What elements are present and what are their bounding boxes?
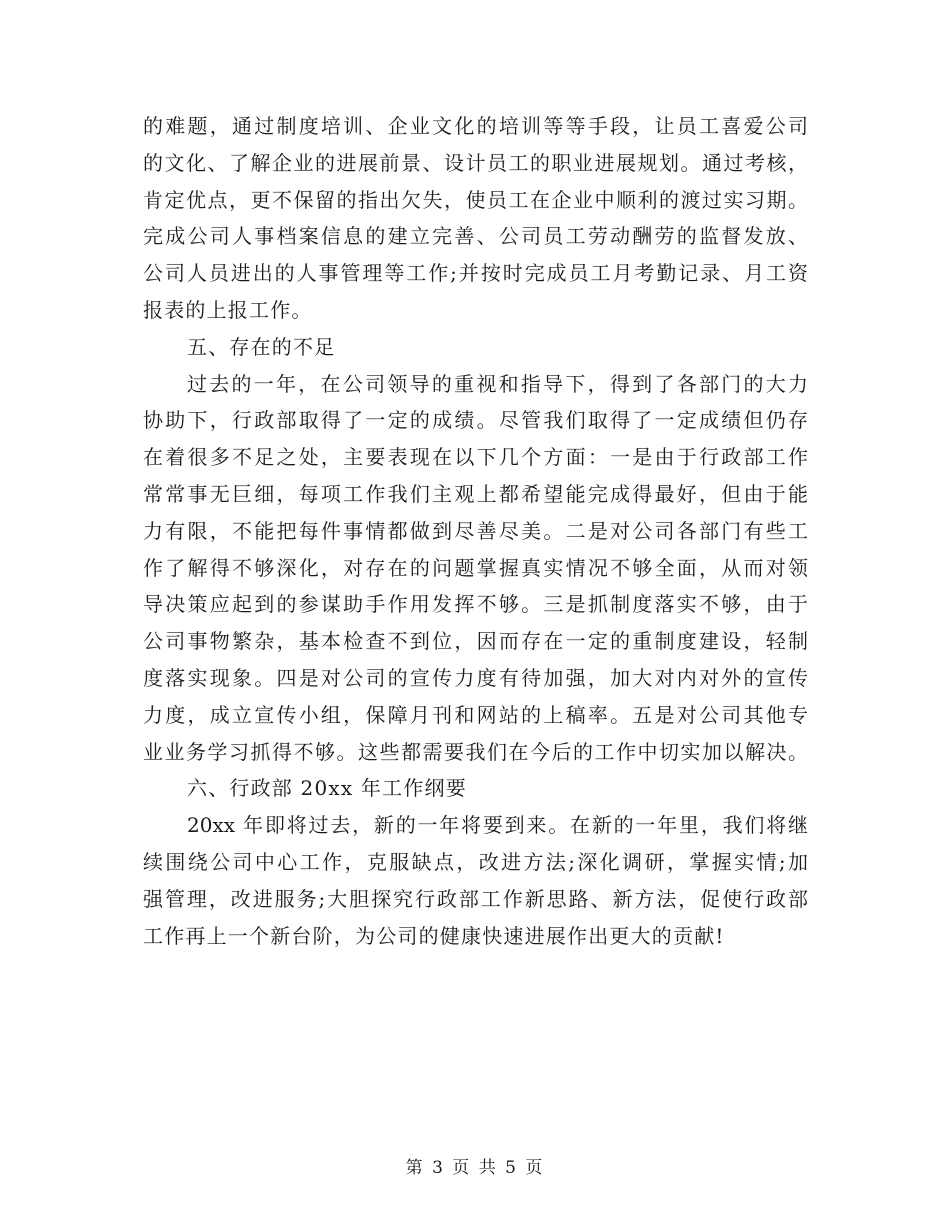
text-line: 度落实现象。四是对公司的宣传力度有待加强，加大对内对外的宣传	[143, 665, 808, 690]
text-line: 作了解得不够深化，对存在的问题掌握真实情况不够全面，从而对领	[143, 555, 808, 580]
page-number-footer: 第 3 页 共 5 页	[405, 1158, 545, 1178]
text-line: 力有限，不能把每件事情都做到尽善尽美。二是对公司各部门有些工	[143, 518, 808, 543]
text-line: 协助下，行政部取得了一定的成绩。尽管我们取得了一定成绩但仍存	[143, 408, 808, 433]
text-line: 力度，成立宣传小组，保障月刊和网站的上稿率。五是对公司其他专	[143, 702, 808, 727]
document-body	[143, 108, 808, 954]
paragraph-work-plan	[143, 807, 808, 954]
text-line: 的难题，通过制度培训、企业文化的培训等等手段，让员工喜爱公司	[143, 114, 808, 138]
text-line: 完成公司人事档案信息的建立完善、公司员工劳动酬劳的监督发放、	[143, 224, 808, 249]
section-heading-shortcomings: 五、存在的不足	[187, 334, 336, 359]
text-line: 肯定优点，更不保留的指出欠失，使员工在企业中顺利的渡过实习期。	[143, 187, 808, 212]
section-heading-work-plan: 六、行政部 20xx 年工作纲要	[187, 776, 467, 801]
text-line: 常常事无巨细，每项工作我们主观上都希望能完成得最好，但由于能	[143, 481, 808, 506]
text-line: 过去的一年，在公司领导的重视和指导下，得到了各部门的大力	[187, 371, 808, 396]
text-line: 业业务学习抓得不够。这些都需要我们在今后的工作中切实加以解决。	[143, 739, 808, 764]
paragraph-staff-training	[143, 108, 808, 329]
text-line: 在着很多不足之处，主要表现在以下几个方面：一是由于行政部工作	[143, 445, 808, 470]
text-line: 公司人员进出的人事管理等工作;并按时完成员工月考勤记录、月工资	[143, 261, 808, 286]
text-line: 续围绕公司中心工作，克服缺点，改进方法;深化调研，掌握实情;加	[143, 849, 808, 874]
text-line: 报表的上报工作。	[143, 297, 313, 322]
text-line: 的文化、了解企业的进展前景、设计员工的职业进展规划。通过考核，	[143, 150, 808, 175]
text-line: 导决策应起到的参谋助手作用发挥不够。三是抓制度落实不够，由于	[143, 592, 808, 617]
text-line: 20xx 年即将过去，新的一年将要到来。在新的一年里，我们将继	[187, 813, 808, 838]
text-line: 工作再上一个新台阶，为公司的健康快速进展作出更大的贡献!	[143, 923, 725, 948]
paragraph-shortcomings	[143, 366, 808, 771]
text-line: 强管理，改进服务;大胆探究行政部工作新思路、新方法，促使行政部	[143, 886, 808, 911]
text-line: 公司事物繁杂，基本检查不到位，因而存在一定的重制度建设，轻制	[143, 629, 808, 654]
